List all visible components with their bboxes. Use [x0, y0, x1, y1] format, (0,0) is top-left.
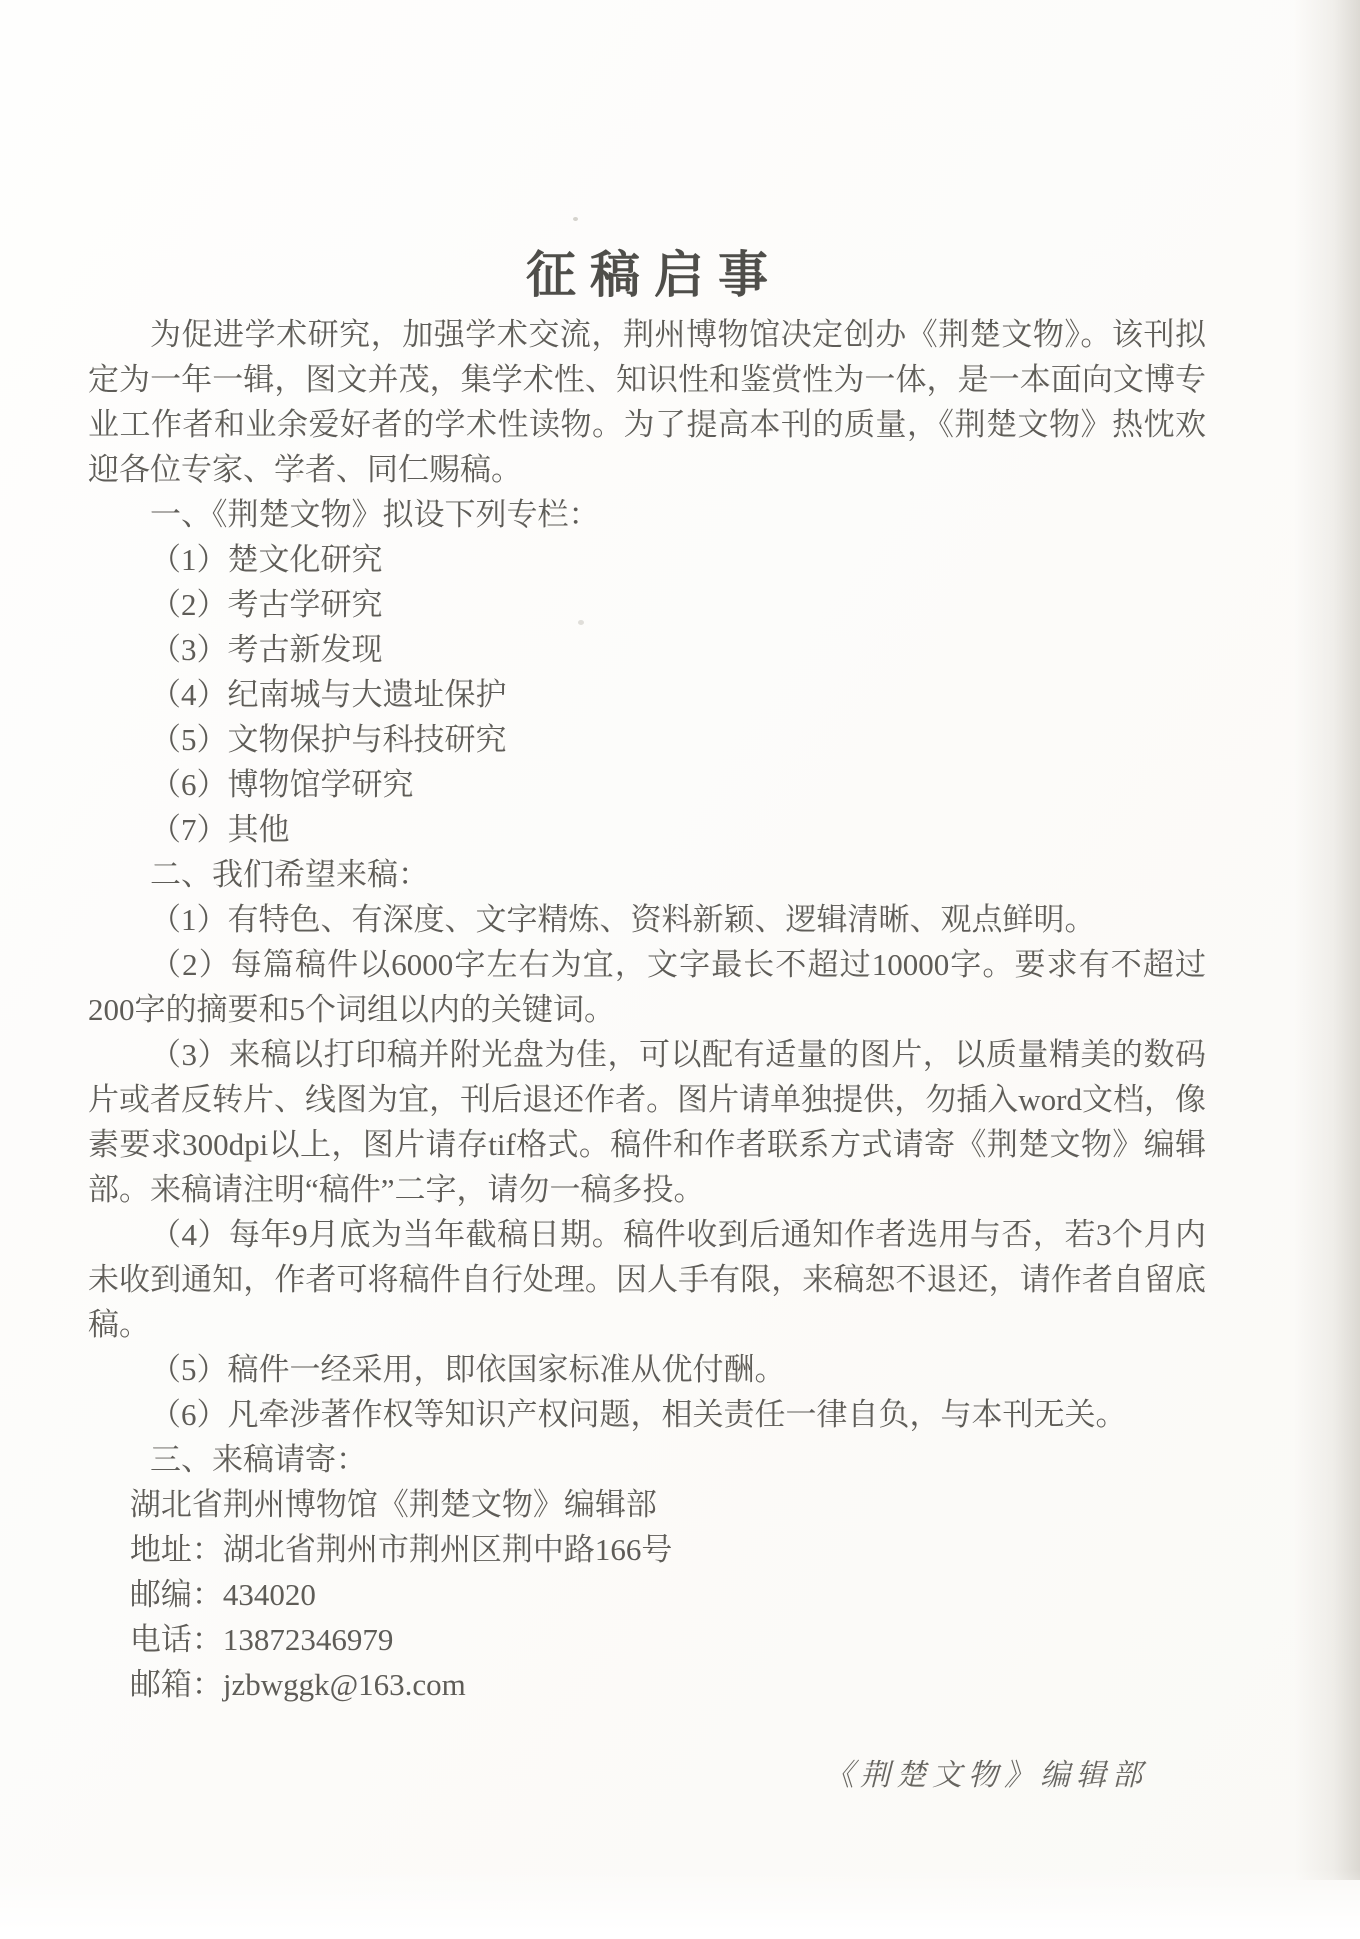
- page-content: [88, 0, 1206, 1798]
- scan-bottom-fade: [0, 1869, 1360, 1939]
- contact-line-postcode: 邮编：434020: [129, 1577, 316, 1612]
- signature: 《荆楚文物》编辑部: [824, 1759, 1148, 1792]
- intro-paragraph: 为促进学术研究，加强学术交流，荆州博物馆决定创办《荆楚文物》。该刊拟定为一年一辑，图文并茂，集学术性、知识性和鉴赏性为一体，是一本面向文博专业工作者和业余爱好者的学术性读物。为了提高本刊的质量，《荆楚文物》热忱欢迎各位专家、学者、同仁赐稿。: [88, 317, 1206, 487]
- contact-line-phone: 电话：13872346979: [129, 1622, 394, 1657]
- section-3-heading: 三、来稿请寄：: [150, 1442, 367, 1477]
- column-item-7: （7）其他: [150, 812, 290, 847]
- column-item-2: （2）考古学研究: [150, 587, 383, 622]
- scan-speck: [578, 620, 584, 625]
- section-1-heading: 一、《荆楚文物》拟设下列专栏：: [150, 497, 600, 532]
- requirement-item-5: （5）稿件一经采用，即依国家标准从优付酬。: [150, 1352, 786, 1387]
- requirement-item-2: （2）每篇稿件以6000字左右为宜，文字最长不超过10000字。要求有不超过200字的摘要和5个词组以内的关键词。: [88, 947, 1206, 1027]
- requirement-item-6: （6）凡牵涉著作权等知识产权问题，相关责任一律自负，与本刊无关。: [150, 1397, 1127, 1432]
- requirement-item-1: （1）有特色、有深度、文字精炼、资料新颖、逻辑清晰、观点鲜明。: [150, 902, 1096, 937]
- column-item-6: （6）博物馆学研究: [150, 767, 414, 802]
- contact-line-editorial-office: 湖北省荆州博物馆《荆楚文物》编辑部: [129, 1487, 657, 1522]
- scan-speck: [573, 217, 578, 221]
- contact-line-email: 邮箱：jzbwggk@163.com: [129, 1667, 466, 1702]
- column-item-3: （3）考古新发现: [150, 632, 383, 667]
- requirement-item-4: （4）每年9月底为当年截稿日期。稿件收到后通知作者选用与否，若3个月内未收到通知，作者可将稿件自行处理。因人手有限，来稿恕不退还，请作者自留底稿。: [88, 1217, 1206, 1342]
- page-title: 征稿启事: [526, 247, 782, 303]
- column-item-4: （4）纪南城与大遗址保护: [150, 677, 507, 712]
- contact-line-address: 地址：湖北省荆州市荆州区荆中路166号: [129, 1532, 673, 1567]
- column-item-5: （5）文物保护与科技研究: [150, 722, 507, 757]
- requirement-item-3: （3）来稿以打印稿并附光盘为佳，可以配有适量的图片，以质量精美的数码片或者反转片、线图为宜，刊后退还作者。图片请单独提供，勿插入word文档，像素要求300dpi以上，图片请存tif格式。稿件和作者联系方式请寄《荆楚文物》编辑部。来稿请注明“稿件”二字，请勿一稿多投。: [88, 1037, 1206, 1207]
- scan-speck: [296, 474, 300, 478]
- column-item-1: （1）楚文化研究: [150, 542, 383, 577]
- scan-edge-shadow: [1294, 0, 1360, 1880]
- section-2-heading: 二、我们希望来稿：: [150, 857, 429, 892]
